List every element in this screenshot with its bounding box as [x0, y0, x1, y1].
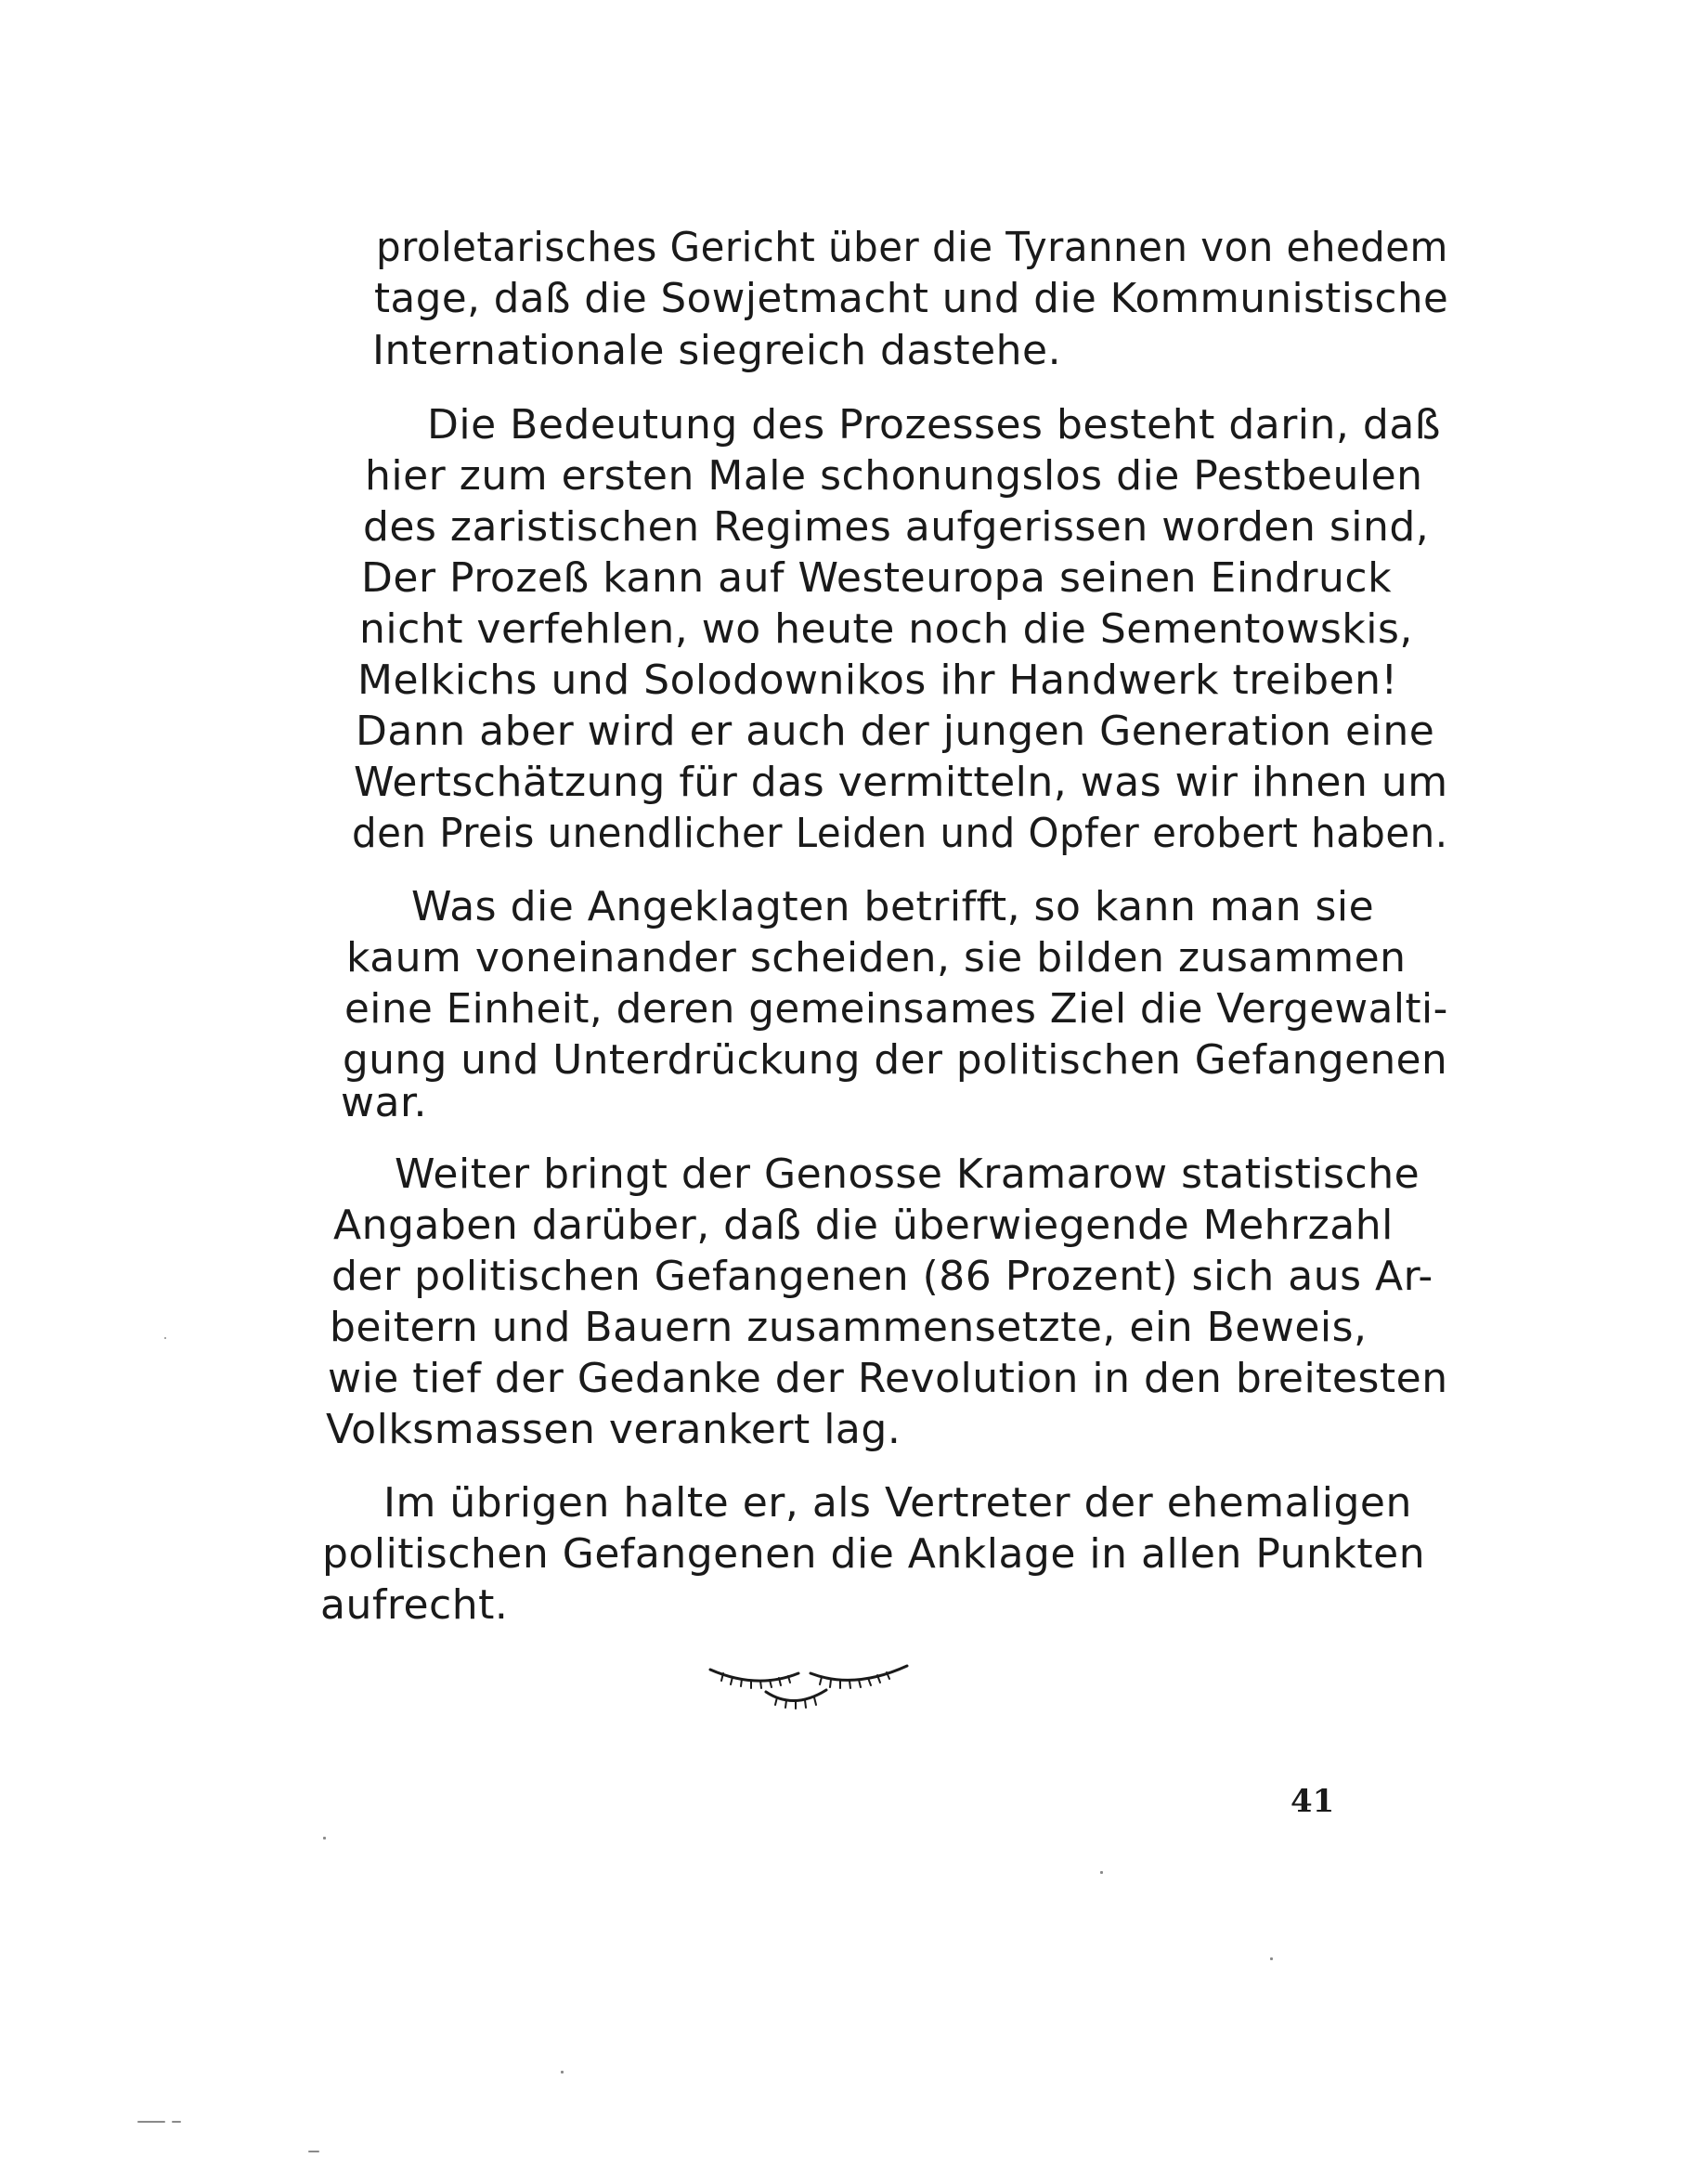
text-line: Im übrigen halte er, als Vertreter der ehemaligen	[383, 1479, 1412, 1527]
text-line: den Preis unendlicher Leiden und Opfer erobert haben.	[352, 810, 1448, 857]
text-line: wie tief der Gedanke der Revolution in den breitesten	[328, 1355, 1448, 1402]
text-line: Wertschätzung für das vermitteln, was wir ihnen um	[354, 759, 1448, 806]
scan-speck	[1100, 1871, 1103, 1874]
text-line: Internationale siegreich dastehe.	[372, 327, 1062, 374]
text-line: Die Bedeutung des Prozesses besteht darin, daß	[427, 401, 1441, 448]
text-line: proletarisches Gericht über die Tyrannen von ehedem	[376, 224, 1448, 271]
scan-speck	[561, 2071, 564, 2074]
page-number: 41	[1290, 1783, 1335, 1820]
text-line: eine Einheit, deren gemeinsames Ziel die Vergewalti-	[344, 985, 1448, 1033]
scan-speck	[308, 2151, 319, 2152]
text-line: des zaristischen Regimes aufgerissen worden sind,	[363, 503, 1430, 551]
text-line: Dann aber wird er auch der jungen Generation eine	[356, 708, 1435, 755]
text-line: beitern und Bauern zusammensetzte, ein Beweis,	[330, 1304, 1368, 1351]
text-line: hier zum ersten Male schonungslos die Pestbeulen	[365, 452, 1423, 500]
text-line: gung und Unterdrückung der politischen Gefangenen	[343, 1036, 1448, 1084]
text-line: Der Prozeß kann auf Westeuropa seinen Eindruck	[361, 554, 1393, 602]
scan-speck	[137, 2121, 165, 2123]
text-line: nicht verfehlen, wo heute noch die Sementowskis,	[359, 605, 1413, 653]
text-line: Volksmassen verankert lag.	[326, 1406, 901, 1453]
scan-speck	[172, 2121, 181, 2123]
text-line: Melkichs und Solodownikos ihr Handwerk treiben!	[357, 656, 1398, 704]
ornament-icon	[701, 1653, 914, 1727]
text-line: Was die Angeklagten betrifft, so kann man sie	[411, 883, 1375, 930]
text-line: der politischen Gefangenen (86 Prozent) sich aus Ar-	[331, 1253, 1433, 1300]
scan-speck	[1270, 1957, 1273, 1960]
text-line: tage, daß die Sowjetmacht und die Kommunistische	[374, 275, 1449, 322]
text-line: Weiter bringt der Genosse Kramarow statistische	[395, 1150, 1420, 1198]
text-line: Angaben darüber, daß die überwiegende Mehrzahl	[333, 1202, 1394, 1249]
scan-speck	[164, 1337, 166, 1339]
text-line: aufrecht.	[320, 1581, 509, 1629]
scan-speck	[323, 1837, 326, 1840]
text-line: kaum voneinander scheiden, sie bilden zusammen	[346, 934, 1407, 982]
text-line: politischen Gefangenen die Anklage in allen Punkten	[322, 1530, 1426, 1578]
text-line: war.	[341, 1079, 427, 1126]
